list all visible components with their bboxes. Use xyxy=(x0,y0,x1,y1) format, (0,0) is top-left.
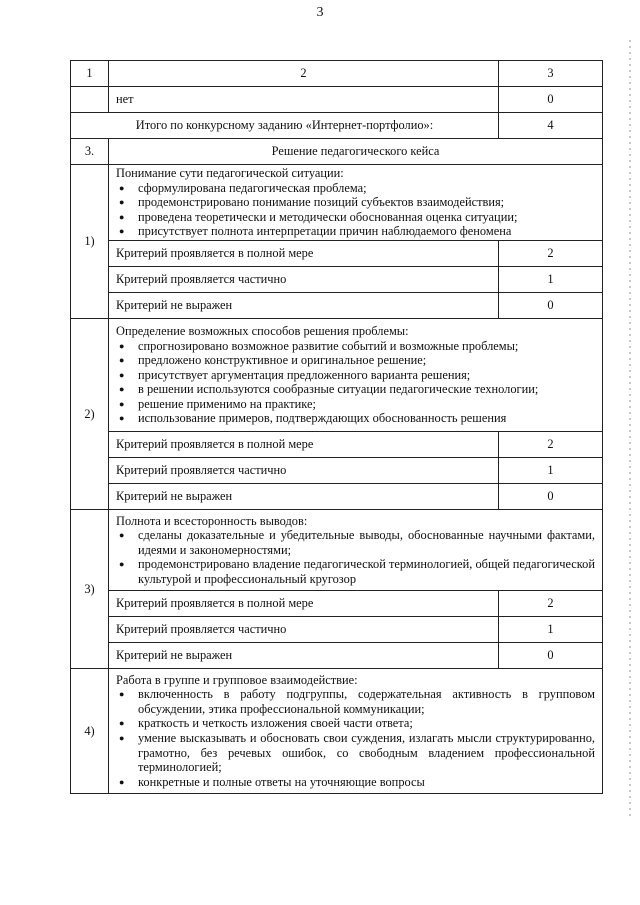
list-item: ● сделаны доказательные и убедительные выводы, обоснованные научными фактами, идеями и закономерностями; xyxy=(116,528,595,557)
list-item: ● спрогнозировано возможное развитие событий и возможные проблемы; xyxy=(116,339,595,354)
score-label: Критерий проявляется в полной мере xyxy=(109,591,499,617)
criterion-description xyxy=(109,165,603,241)
score-row xyxy=(71,484,603,510)
list-item: ● умение высказывать и обосновать свои суждения, излагать мысли структурированно, грамотно, без речевых ошибок, со свободным владением профессиональной терминологией; xyxy=(116,731,595,775)
criterion-intro: Определение возможных способов решения проблемы: xyxy=(116,323,409,338)
score-label: Критерий не выражен xyxy=(109,484,499,510)
list-item: ● проведена теоретически и методически обоснованная оценка ситуации; xyxy=(116,210,595,225)
score-value: 1 xyxy=(499,458,603,484)
criterion-bullets xyxy=(116,339,595,427)
list-item: ● краткость и четкость изложения своей части ответа; xyxy=(116,716,595,731)
score-value: 2 xyxy=(499,241,603,267)
criterion-intro: Полнота и всесторонность выводов: xyxy=(116,513,308,528)
criterion-row xyxy=(71,510,603,591)
score-label: Критерий не выражен xyxy=(109,293,499,319)
criterion-description xyxy=(109,669,603,794)
score-label: Критерий проявляется в полной мере xyxy=(109,241,499,267)
list-item: ● решение применимо на практике; xyxy=(116,397,595,412)
header-col-3: 3 xyxy=(499,61,603,87)
score-row xyxy=(71,617,603,643)
section-title: Решение педагогического кейса xyxy=(109,139,603,165)
list-item: ● присутствует полнота интерпретации причин наблюдаемого феномена xyxy=(116,224,595,239)
list-item: ● включенность в работу подгруппы, содержательная активность в групповом обсуждении, этика профессиональной коммуникации; xyxy=(116,687,595,716)
score-value: 1 xyxy=(499,267,603,293)
score-value: 0 xyxy=(499,643,603,669)
score-value: 1 xyxy=(499,617,603,643)
list-item: ● продемонстрировано владение педагогической терминологией, общей педагогической культурой и профессиональный кругозор xyxy=(116,557,595,586)
score-value: 0 xyxy=(499,484,603,510)
score-label: Критерий не выражен xyxy=(109,643,499,669)
list-item: ● сформулирована педагогическая проблема; xyxy=(116,181,595,196)
row-score: 0 xyxy=(499,87,603,113)
list-item: ● конкретные и полные ответы на уточняющие вопросы xyxy=(116,775,595,790)
header-col-1: 1 xyxy=(71,61,109,87)
score-row xyxy=(71,241,603,267)
score-value: 2 xyxy=(499,432,603,458)
criterion-description xyxy=(109,510,603,591)
criterion-number: 4) xyxy=(71,669,109,794)
total-row xyxy=(71,113,603,139)
scan-margin-artifact xyxy=(629,40,631,820)
score-label: Критерий проявляется частично xyxy=(109,267,499,293)
criterion-bullets xyxy=(116,687,595,789)
list-item: ● предложено конструктивное и оригинальное решение; xyxy=(116,353,595,368)
total-label: Итого по конкурсному заданию «Интернет-портфолио»: xyxy=(71,113,499,139)
score-label: Критерий проявляется частично xyxy=(109,617,499,643)
score-row xyxy=(71,591,603,617)
score-value: 0 xyxy=(499,293,603,319)
evaluation-table xyxy=(70,60,603,794)
section-row xyxy=(71,139,603,165)
section-number: 3. xyxy=(71,139,109,165)
table-row xyxy=(71,87,603,113)
criterion-intro: Понимание сути педагогической ситуации: xyxy=(116,166,344,181)
criterion-number: 2) xyxy=(71,319,109,510)
score-row xyxy=(71,432,603,458)
list-item: ● в решении используются сообразные ситуации педагогические технологии; xyxy=(116,382,595,397)
score-label: Критерий проявляется в полной мере xyxy=(109,432,499,458)
criterion-row xyxy=(71,165,603,241)
criterion-bullets xyxy=(116,528,595,586)
score-row xyxy=(71,458,603,484)
score-row xyxy=(71,267,603,293)
list-item: ● использование примеров, подтверждающих обоснованность решения xyxy=(116,411,595,426)
criterion-row xyxy=(71,319,603,432)
score-row xyxy=(71,643,603,669)
criterion-description xyxy=(109,319,603,432)
score-row xyxy=(71,293,603,319)
score-label: Критерий проявляется частично xyxy=(109,458,499,484)
list-item: ● присутствует аргументация предложенного варианта решения; xyxy=(116,368,595,383)
table-header-row xyxy=(71,61,603,87)
score-value: 2 xyxy=(499,591,603,617)
row-label: нет xyxy=(109,87,499,113)
criterion-number: 3) xyxy=(71,510,109,669)
criterion-intro: Работа в группе и групповое взаимодействие: xyxy=(116,672,358,687)
criterion-number: 1) xyxy=(71,165,109,319)
criterion-bullets xyxy=(116,181,595,239)
total-score: 4 xyxy=(499,113,603,139)
criterion-row xyxy=(71,669,603,794)
empty-cell xyxy=(71,87,109,113)
page-number: 3 xyxy=(316,5,324,20)
header-col-2: 2 xyxy=(109,61,499,87)
list-item: ● продемонстрировано понимание позиций субъектов взаимодействия; xyxy=(116,195,595,210)
